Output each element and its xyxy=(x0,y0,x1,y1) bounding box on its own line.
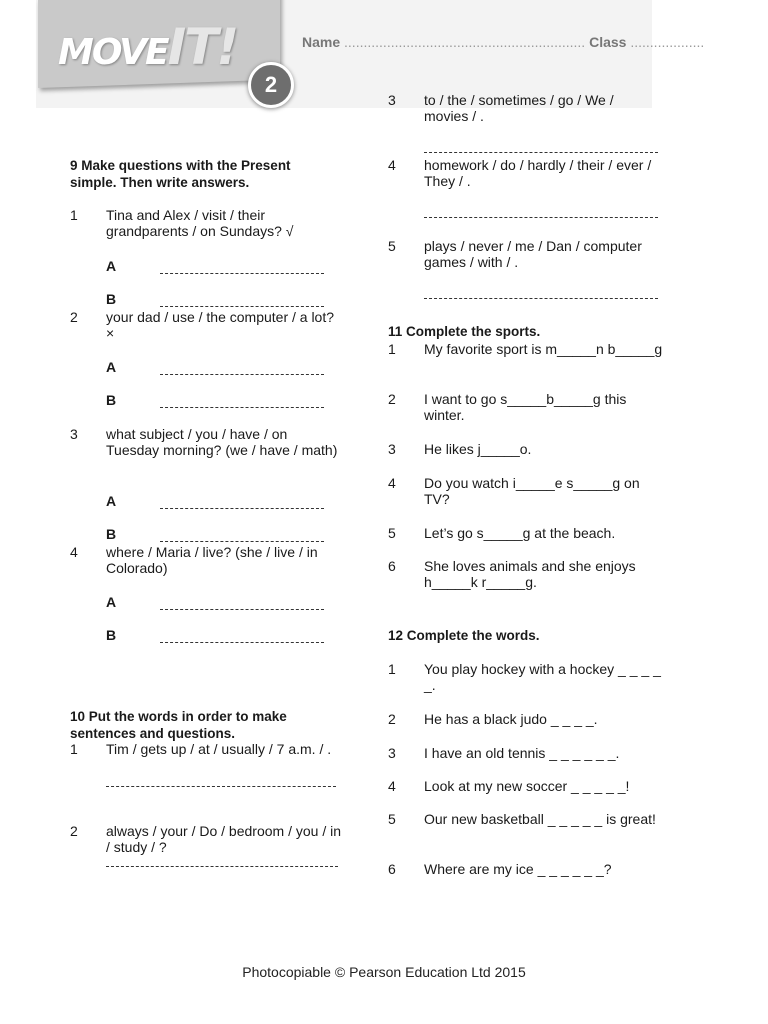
ex9-item-2 xyxy=(70,309,340,341)
item-text: always / your / Do / bedroom / you / in / study / ? xyxy=(106,823,341,855)
ex10-3-answer-line[interactable] xyxy=(424,152,658,153)
item-text[interactable]: I want to go s_____b_____g this winter. xyxy=(424,391,627,423)
ex9-2-answer-b[interactable] xyxy=(106,392,324,408)
answer-line[interactable] xyxy=(160,264,324,274)
class-blank[interactable]: ................... xyxy=(630,34,705,50)
item-text: your dad / use / the computer / a lot? × xyxy=(106,309,335,341)
ex10-item-5 xyxy=(388,238,660,270)
label-b: B xyxy=(106,526,117,542)
label-a: A xyxy=(106,493,117,509)
item-number: 6 xyxy=(388,861,396,877)
ex12-item-2 xyxy=(388,711,664,727)
ex9-item-4 xyxy=(70,544,340,576)
item-number: 5 xyxy=(388,811,396,827)
move-it-logo xyxy=(58,18,237,76)
item-text[interactable]: You play hockey with a hockey _ _ _ _ _. xyxy=(424,661,661,693)
item-number: 4 xyxy=(388,157,396,173)
label-a: A xyxy=(106,258,117,274)
ex10-item-1 xyxy=(70,741,342,757)
answer-line[interactable] xyxy=(160,398,324,408)
ex9-1-answer-b[interactable] xyxy=(106,291,324,307)
exercise-10-title: 10 Put the words in order to make sentences and questions. xyxy=(70,709,287,741)
item-text[interactable]: He has a black judo _ _ _ _. xyxy=(424,711,598,727)
item-number: 1 xyxy=(388,661,396,677)
exercise-9-title: 9 Make questions with the Present simple. Then write answers. xyxy=(70,158,291,190)
ex12-item-4 xyxy=(388,778,664,794)
item-number: 5 xyxy=(388,525,396,541)
item-number: 4 xyxy=(388,778,396,794)
item-number: 4 xyxy=(388,475,396,491)
label-b: B xyxy=(106,392,117,408)
item-number: 1 xyxy=(70,741,78,757)
answer-line[interactable] xyxy=(160,365,324,375)
item-number: 3 xyxy=(388,92,396,108)
ex9-4-answer-a[interactable] xyxy=(106,594,324,610)
item-text: what subject / you / have / on Tuesday morning? (we / have / math) xyxy=(106,426,338,458)
answer-line[interactable] xyxy=(160,297,324,307)
answer-line[interactable] xyxy=(160,499,324,509)
item-text[interactable]: Do you watch i_____e s_____g on TV? xyxy=(424,475,640,507)
item-text[interactable]: My favorite sport is m_____n b_____g xyxy=(424,341,663,357)
ex11-item-1 xyxy=(388,341,664,357)
ex9-3-answer-a[interactable] xyxy=(106,493,324,509)
item-text[interactable]: She loves animals and she enjoys h_____k r_____g. xyxy=(424,558,636,590)
ex11-item-6 xyxy=(388,558,668,590)
ex11-item-5 xyxy=(388,525,664,541)
item-text[interactable]: I have an old tennis _ _ _ _ _ _. xyxy=(424,745,620,761)
label-a: A xyxy=(106,594,117,610)
label-b: B xyxy=(106,291,117,307)
ex12-item-3 xyxy=(388,745,664,761)
item-text[interactable]: Let’s go s_____g at the beach. xyxy=(424,525,616,541)
item-text[interactable]: Where are my ice _ _ _ _ _ _? xyxy=(424,861,612,877)
logo-move: MOVE xyxy=(58,32,168,73)
ex9-item-1 xyxy=(70,207,340,239)
ex10-2-answer-line[interactable] xyxy=(106,866,338,867)
item-text[interactable]: Our new basketball _ _ _ _ _ is great! xyxy=(424,811,656,827)
exercise-11-title: 11 Complete the sports. xyxy=(388,324,541,339)
item-number: 3 xyxy=(388,441,396,457)
ex9-3-answer-b[interactable] xyxy=(106,526,324,542)
ex10-5-answer-line[interactable] xyxy=(424,298,658,299)
ex9-2-answer-a[interactable] xyxy=(106,359,324,375)
ex10-item-2 xyxy=(70,823,342,855)
level-badge: 2 xyxy=(248,62,294,108)
ex12-item-5 xyxy=(388,811,664,827)
name-label: Name xyxy=(302,34,341,50)
ex9-item-3 xyxy=(70,426,340,458)
item-number: 5 xyxy=(388,238,396,254)
item-number: 1 xyxy=(70,207,78,223)
answer-line[interactable] xyxy=(160,633,324,643)
item-number: 1 xyxy=(388,341,396,357)
item-number: 2 xyxy=(70,823,78,839)
label-b: B xyxy=(106,627,117,643)
item-text: homework / do / hardly / their / ever / They / . xyxy=(424,157,652,189)
class-label: Class xyxy=(589,34,627,50)
name-blank[interactable]: .............................................................. xyxy=(344,34,586,50)
answer-line[interactable] xyxy=(160,600,324,610)
item-text[interactable]: Look at my new soccer _ _ _ _ _! xyxy=(424,778,630,794)
ex10-1-answer-line[interactable] xyxy=(106,786,336,787)
item-number: 2 xyxy=(388,391,396,407)
ex9-4-answer-b[interactable] xyxy=(106,627,324,643)
item-text: where / Maria / live? (she / live / in Colorado) xyxy=(106,544,318,576)
copyright-footer: Photocopiable © Pearson Education Ltd 2015 xyxy=(242,964,526,980)
item-number: 3 xyxy=(388,745,396,761)
item-number: 2 xyxy=(70,309,78,325)
ex12-item-6 xyxy=(388,861,664,877)
item-number: 3 xyxy=(70,426,78,442)
ex11-item-2 xyxy=(388,391,664,423)
item-text[interactable]: He likes j_____o. xyxy=(424,441,532,457)
logo-it: IT! xyxy=(167,18,238,76)
ex10-4-answer-line[interactable] xyxy=(424,217,658,218)
answer-line[interactable] xyxy=(160,532,324,542)
item-number: 4 xyxy=(70,544,78,560)
ex12-item-1 xyxy=(388,661,664,693)
ex10-item-4 xyxy=(388,157,660,189)
item-number: 2 xyxy=(388,711,396,727)
ex11-item-3 xyxy=(388,441,664,457)
ex10-item-3 xyxy=(388,92,660,124)
exercise-12-title: 12 Complete the words. xyxy=(388,628,540,643)
ex11-item-4 xyxy=(388,475,664,507)
ex9-1-answer-a[interactable] xyxy=(106,258,324,274)
item-text: to / the / sometimes / go / We / movies / . xyxy=(424,92,614,124)
item-number: 6 xyxy=(388,558,396,574)
item-text: Tim / gets up / at / usually / 7 a.m. / . xyxy=(106,741,332,757)
item-text: Tina and Alex / visit / their grandparents / on Sundays? √ xyxy=(106,207,294,239)
label-a: A xyxy=(106,359,117,375)
name-class-fields xyxy=(302,34,704,50)
item-text: plays / never / me / Dan / computer games / with / . xyxy=(424,238,642,270)
